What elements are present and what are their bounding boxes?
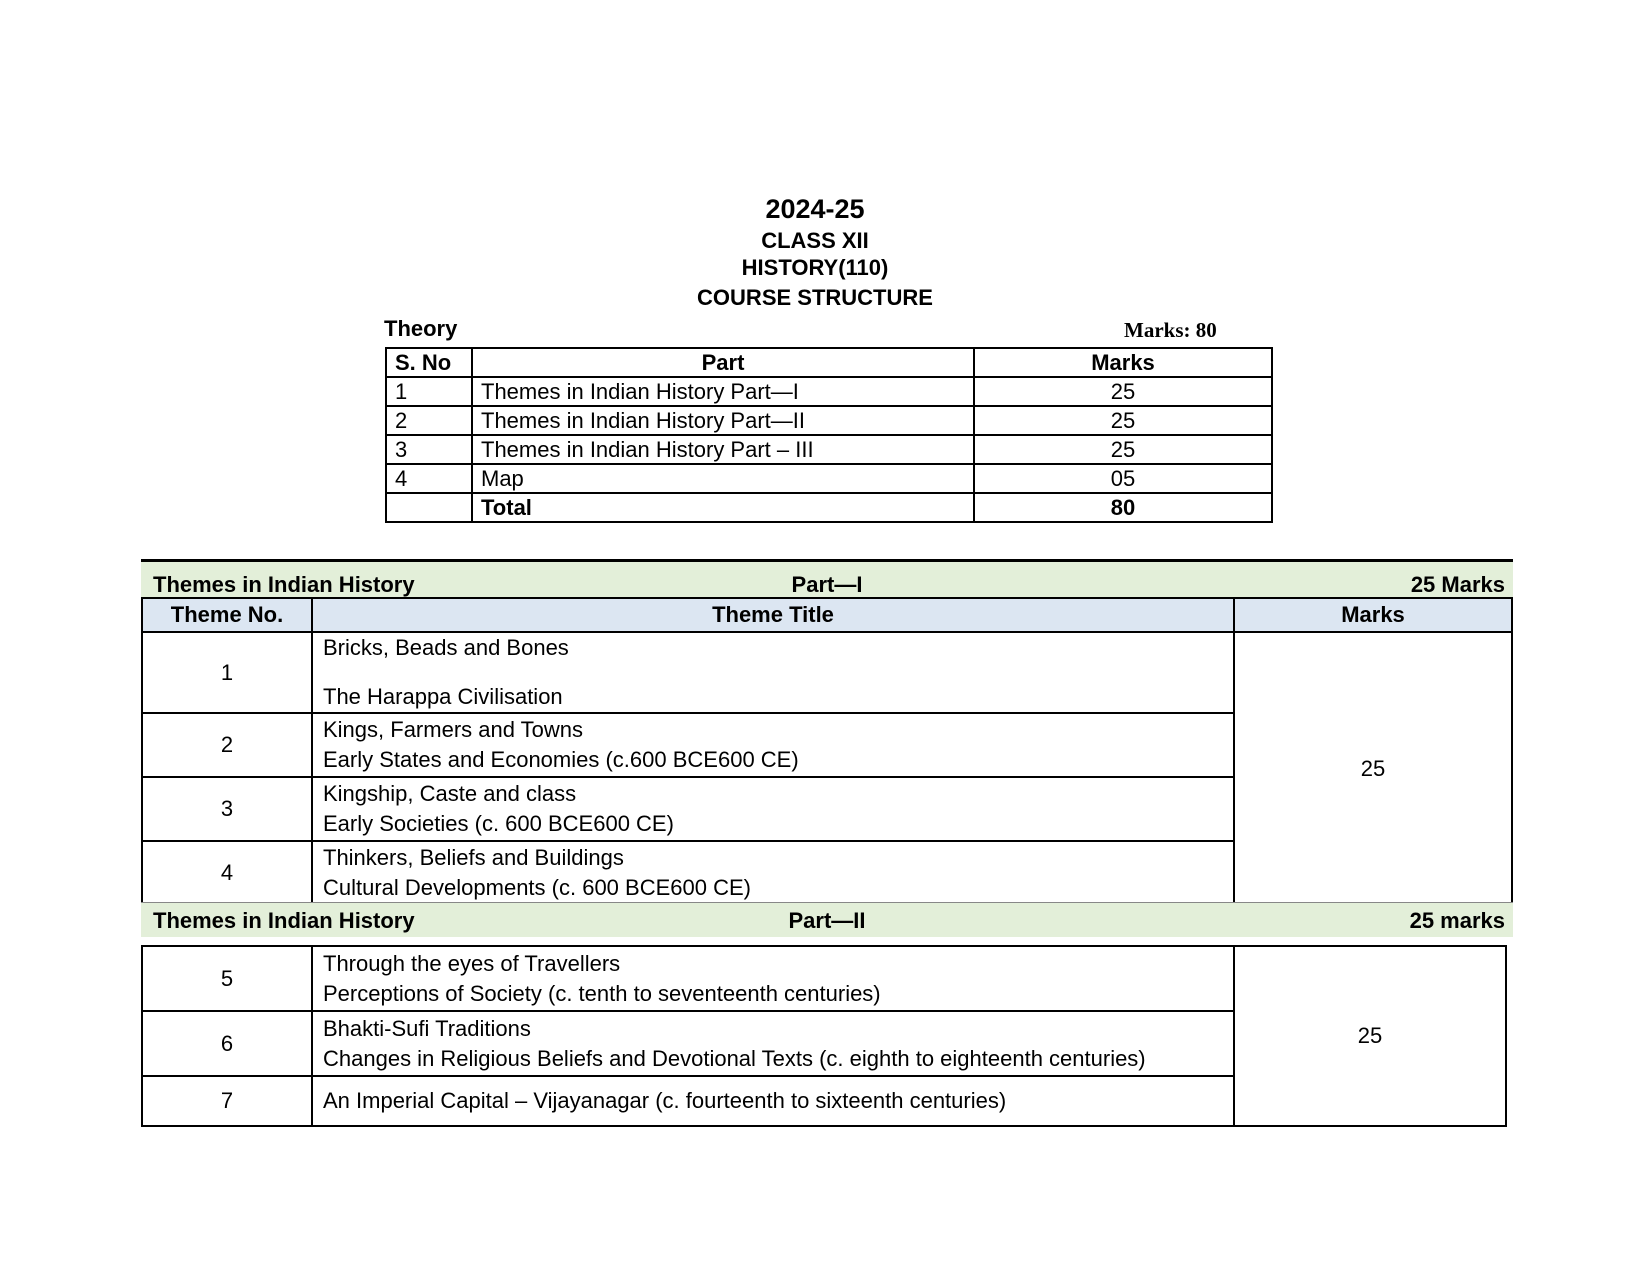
theme-number: 2 xyxy=(142,713,312,777)
header-theme-title: Theme Title xyxy=(312,598,1234,632)
table-row xyxy=(386,377,1272,406)
table-row xyxy=(386,435,1272,464)
part2-theme-table xyxy=(141,945,1507,1127)
theory-label: Theory xyxy=(384,316,458,341)
theme-title xyxy=(312,713,1234,777)
part2-heading-marks: 25 marks xyxy=(1409,908,1505,933)
row-sno: 4 xyxy=(386,464,472,493)
header-sno: S. No xyxy=(386,348,472,377)
header-part: Part xyxy=(472,348,974,377)
theme-subtitle: Perceptions of Society (c. tenth to seventeenth centuries) xyxy=(323,980,881,1006)
theme-subtitle: Cultural Developments (c. 600 BCE600 CE) xyxy=(323,875,751,900)
table-row xyxy=(386,464,1272,493)
class-heading: CLASS XII xyxy=(761,228,869,253)
theme-title xyxy=(312,1076,1234,1126)
theme-title xyxy=(312,946,1234,1011)
part2-heading-left: Themes in Indian History xyxy=(153,908,415,933)
part1-marks-value: 25 xyxy=(1234,632,1512,905)
document-year: 2024-25 xyxy=(765,194,865,224)
table-row xyxy=(142,946,1506,1011)
row-part: Themes in Indian History Part – III xyxy=(472,435,974,464)
header-theme-no: Theme No. xyxy=(142,598,312,632)
total-marks: 80 xyxy=(974,493,1272,522)
table-row xyxy=(386,406,1272,435)
theme-number: 4 xyxy=(142,841,312,905)
row-sno: 3 xyxy=(386,435,472,464)
theme-subtitle: The Harappa Civilisation xyxy=(323,684,563,709)
part2-marks-value: 25 xyxy=(1234,946,1506,1126)
theme-name: Bhakti-Sufi Traditions xyxy=(323,1015,531,1041)
row-part: Map xyxy=(472,464,974,493)
subject-heading: HISTORY(110) xyxy=(741,255,889,280)
total-marks-label: Marks: 80 xyxy=(1124,318,1217,342)
theme-title xyxy=(312,1011,1234,1076)
row-sno: 2 xyxy=(386,406,472,435)
theme-title xyxy=(312,841,1234,905)
part1-heading-left: Themes in Indian History xyxy=(153,572,415,597)
theme-name: An Imperial Capital – Vijayanagar (c. fourteenth to sixteenth centuries) xyxy=(323,1088,1007,1113)
theme-name: Thinkers, Beliefs and Buildings xyxy=(323,845,624,870)
theme-name: Through the eyes of Travellers xyxy=(323,950,621,976)
part1-theme-table xyxy=(141,597,1513,906)
theme-subtitle: Early Societies (c. 600 BCE600 CE) xyxy=(323,811,674,836)
theme-number: 5 xyxy=(142,946,312,1011)
theme-subtitle: Changes in Religious Beliefs and Devotional Texts (c. eighth to eighteenth centuries) xyxy=(323,1045,1146,1071)
theme-number: 1 xyxy=(142,632,312,713)
course-structure-heading: COURSE STRUCTURE xyxy=(697,285,933,310)
theme-number: 7 xyxy=(142,1076,312,1126)
table-row xyxy=(142,632,1512,713)
theme-name: Bricks, Beads and Bones xyxy=(323,635,569,660)
theme-number: 6 xyxy=(142,1011,312,1076)
row-marks: 05 xyxy=(974,464,1272,493)
part1-heading-mid: Part—I xyxy=(791,572,863,597)
theme-subtitle: Early States and Economies (c.600 BCE600 CE) xyxy=(323,747,799,772)
theme-name: Kings, Farmers and Towns xyxy=(323,717,584,742)
table-header-row xyxy=(386,348,1272,377)
header-marks: Marks xyxy=(974,348,1272,377)
theme-number: 3 xyxy=(142,777,312,841)
part2-heading-band xyxy=(141,902,1513,937)
part2-heading-mid: Part—II xyxy=(788,908,866,933)
row-marks: 25 xyxy=(974,435,1272,464)
part1-heading-band xyxy=(141,559,1513,598)
part1-heading-marks: 25 Marks xyxy=(1410,572,1505,597)
theme-title xyxy=(312,632,1234,713)
row-part: Themes in Indian History Part—I xyxy=(472,377,974,406)
row-sno: 1 xyxy=(386,377,472,406)
theme-name: Kingship, Caste and class xyxy=(323,781,577,806)
total-row xyxy=(386,493,1272,522)
theme-title xyxy=(312,777,1234,841)
row-part: Themes in Indian History Part—II xyxy=(472,406,974,435)
total-sno-empty xyxy=(386,493,472,522)
table-header-row xyxy=(142,598,1512,632)
row-marks: 25 xyxy=(974,377,1272,406)
row-marks: 25 xyxy=(974,406,1272,435)
total-label: Total xyxy=(472,493,974,522)
header-theme-marks: Marks xyxy=(1234,598,1512,632)
theory-marks-table xyxy=(385,347,1273,523)
